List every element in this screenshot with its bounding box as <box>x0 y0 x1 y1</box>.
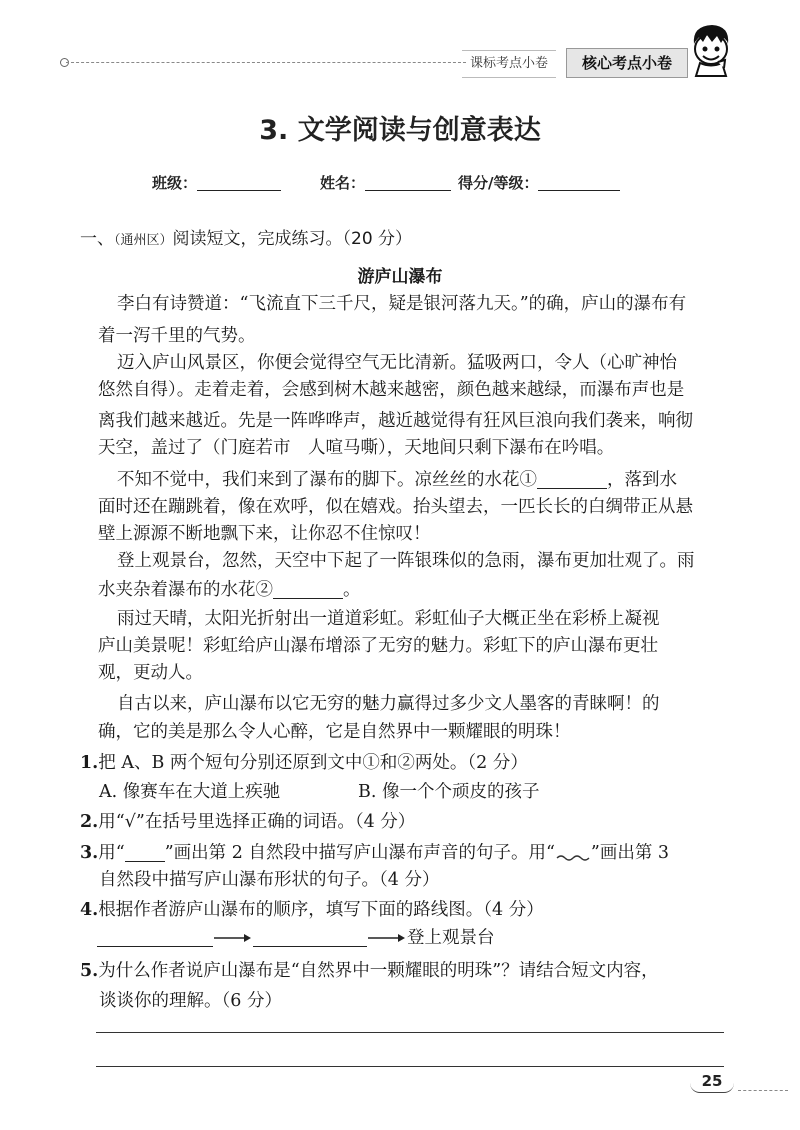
option-b: B. 像一个个顽皮的孩子 <box>358 782 540 802</box>
section-region: （通州区） <box>114 233 173 248</box>
question-text: ”画出第 3 <box>590 843 670 863</box>
header-tag-small: 课标考点小卷 <box>462 50 556 78</box>
score-blank[interactable] <box>538 174 620 191</box>
passage-line-blank1 <box>117 466 677 491</box>
question-text: 用“√”在括号里选择正确的词语。（4 分） <box>98 812 416 832</box>
passage-line: 李白有诗赞道：“飞流直下三千尺，疑是银河落九天。”的确，庐山的瀑布有 <box>117 294 687 314</box>
passage-line: 面时还在蹦跳着，像在欢呼，似在嬉戏。抬头望去，一匹长长的白绸带正从悬 <box>98 497 693 517</box>
question-text: 根据作者游庐山瀑布的顺序，填写下面的路线图。（4 分） <box>98 900 544 920</box>
question-text: 为什么作者说庐山瀑布是“自然界中一颗耀眼的明珠”？请结合短文内容， <box>98 961 659 981</box>
question-number: 1. <box>80 753 99 773</box>
section-text: 阅读短文，完成练习。（20 分） <box>172 229 413 249</box>
question-4 <box>80 896 544 921</box>
passage-title: 游庐山瀑布 <box>357 267 443 287</box>
boy-mascot-icon <box>688 22 734 82</box>
route-blank-1[interactable] <box>97 928 213 947</box>
question-1 <box>80 749 528 774</box>
blank-2[interactable] <box>273 580 343 599</box>
question-number: 4. <box>80 900 99 920</box>
option-a: A. 像赛车在大道上疾驰 <box>99 782 281 802</box>
passage-line: 雨过天晴，太阳光折射出一道道彩虹。彩虹仙子大概正坐在彩桥上凝视 <box>117 609 660 629</box>
question-text: 把 A、B 两个短句分别还原到文中①和②两处。（2 分） <box>98 753 528 773</box>
passage-line: 。 <box>343 580 361 600</box>
class-field <box>152 172 281 193</box>
page-number: 25 <box>690 1070 734 1093</box>
class-label: 班级： <box>152 174 198 192</box>
arrow-right-icon <box>213 931 253 945</box>
route-diagram <box>97 924 495 949</box>
passage-line: 水夹杂着瀑布的水花② <box>98 580 273 600</box>
passage-line: 离我们越来越近。先是一阵哗哗声，越近越觉得有狂风巨浪向我们袭来，响彻 <box>98 411 693 431</box>
footer-dashed-rule <box>738 1090 788 1091</box>
question-number: 2. <box>80 812 99 832</box>
question-number: 5. <box>80 961 99 981</box>
question-5 <box>80 957 659 982</box>
question-2 <box>80 808 415 833</box>
arrow-right-icon <box>367 931 407 945</box>
passage-line: 确，它的美是那么令人心醉，它是自然界中一颗耀眼的明珠！ <box>98 722 571 742</box>
blank-1[interactable] <box>537 470 607 489</box>
passage-line: ，落到水 <box>607 470 677 490</box>
score-label: 得分/等级： <box>458 174 539 192</box>
passage-line: 庐山美景呢！彩虹给庐山瀑布增添了无穷的魅力。彩虹下的庐山瀑布更壮 <box>98 636 658 656</box>
passage-line: 迈入庐山风景区，你便会觉得空气无比清新。猛吸两口，令人（心旷神怡 <box>117 353 677 373</box>
route-end: 登上观景台 <box>407 928 495 948</box>
passage-line: 悠然自得）。走着走着，会感到树木越来越密，颜色越来越绿，而瀑布声也是 <box>98 380 685 400</box>
section-prefix: 一、 <box>80 229 114 249</box>
question-text: 用“ <box>98 843 125 863</box>
question-number: 3. <box>80 843 99 863</box>
name-blank[interactable] <box>365 174 451 191</box>
score-field <box>458 172 620 193</box>
answer-line[interactable] <box>96 1032 724 1033</box>
header-tag-main: 核心考点小卷 <box>566 48 688 78</box>
route-blank-2[interactable] <box>253 928 367 947</box>
header-dashed-rule <box>66 62 466 63</box>
section-heading <box>80 224 412 249</box>
class-blank[interactable] <box>197 174 281 191</box>
passage-line: 观，更动人。 <box>98 663 203 683</box>
name-field <box>320 172 451 193</box>
name-label: 姓名： <box>320 174 366 192</box>
passage-line: 登上观景台，忽然，天空中下起了一阵银珠似的急雨，瀑布更加壮观了。雨 <box>117 551 695 571</box>
passage-line: 着一泻千里的气势。 <box>98 326 256 346</box>
passage-line-blank2 <box>98 576 361 601</box>
question-5-cont: 谈谈你的理解。（6 分） <box>99 991 282 1011</box>
question-text: ”画出第 2 自然段中描写庐山瀑布声音的句子。用“ <box>164 843 555 863</box>
straight-underline-sample <box>125 849 165 862</box>
page-title: 3. 文学阅读与创意表达 <box>259 115 541 146</box>
passage-line: 自古以来，庐山瀑布以它无穷的魅力赢得过多少文人墨客的青睐啊！的 <box>117 694 660 714</box>
passage-line: 不知不觉中，我们来到了瀑布的脚下。凉丝丝的水花① <box>117 470 537 490</box>
wavy-underline-sample <box>555 848 591 862</box>
passage-line: 壁上源源不断地飘下来，让你忍不住惊叹！ <box>98 524 431 544</box>
passage-line: 天空，盖过了（门庭若市 人喧马嘶），天地间只剩下瀑布在吟唱。 <box>98 438 615 458</box>
question-3 <box>80 839 669 864</box>
answer-line[interactable] <box>96 1066 724 1067</box>
question-3-cont: 自然段中描写庐山瀑布形状的句子。（4 分） <box>99 870 440 890</box>
